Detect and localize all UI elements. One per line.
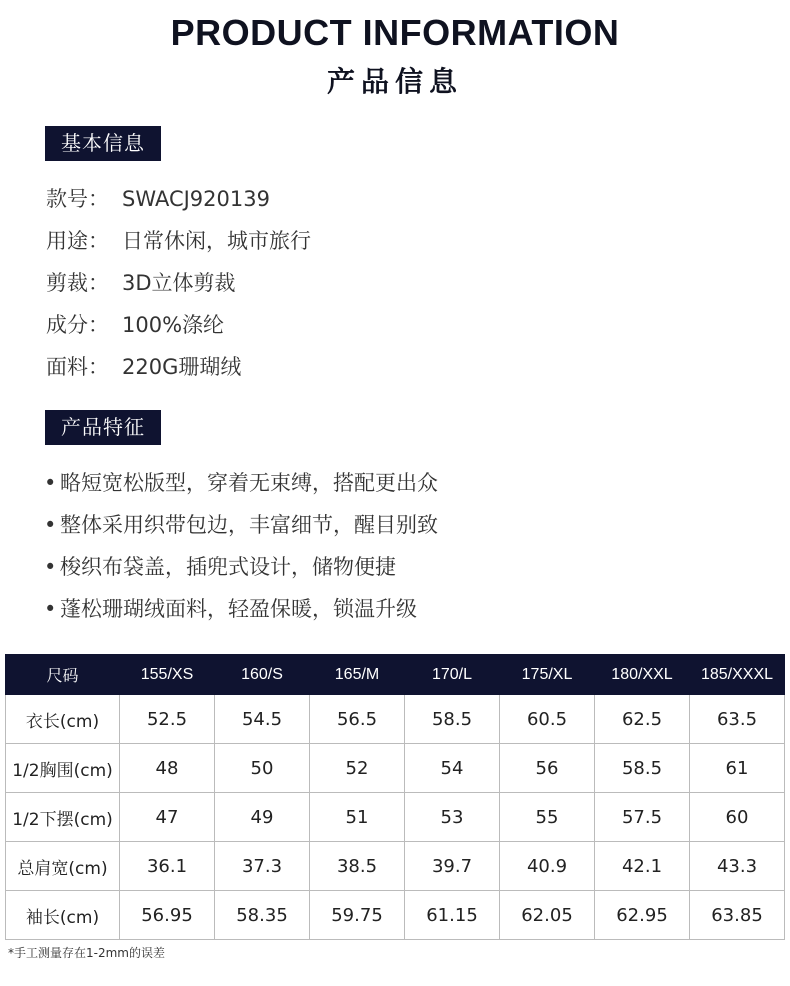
table-cell: 60 <box>690 793 785 842</box>
row-label: 1/2下摆(cm) <box>6 793 120 842</box>
table-cell: 56.95 <box>120 891 215 940</box>
table-cell: 49 <box>215 793 310 842</box>
size-header-cell: 185/XXXL <box>690 655 785 695</box>
table-cell: 47 <box>120 793 215 842</box>
info-key: 剪裁： <box>46 271 109 295</box>
info-value: 100%涤纶 <box>122 313 225 337</box>
info-key: 面料： <box>46 355 109 379</box>
size-header-cell: 155/XS <box>120 655 215 695</box>
size-header-cell: 175/XL <box>500 655 595 695</box>
size-header-cell: 170/L <box>405 655 500 695</box>
info-item-style-no <box>46 178 311 220</box>
bullet-icon: • <box>44 513 57 537</box>
table-cell: 63.85 <box>690 891 785 940</box>
table-cell: 42.1 <box>595 842 690 891</box>
table-cell: 59.75 <box>310 891 405 940</box>
table-cell: 48 <box>120 744 215 793</box>
page-title-en: PRODUCT INFORMATION <box>170 12 620 53</box>
feature-list <box>44 462 438 630</box>
table-cell: 62.95 <box>595 891 690 940</box>
table-cell: 62.05 <box>500 891 595 940</box>
table-cell: 52.5 <box>120 695 215 744</box>
row-label: 衣长(cm) <box>6 695 120 744</box>
bullet-icon: • <box>44 471 57 495</box>
info-value: SWACJ920139 <box>122 187 270 211</box>
table-cell: 63.5 <box>690 695 785 744</box>
table-cell: 38.5 <box>310 842 405 891</box>
table-cell: 51 <box>310 793 405 842</box>
table-cell: 61.15 <box>405 891 500 940</box>
table-cell: 58.5 <box>405 695 500 744</box>
row-label: 袖长(cm) <box>6 891 120 940</box>
table-row <box>6 842 785 891</box>
table-row <box>6 744 785 793</box>
table-row <box>6 695 785 744</box>
bullet-icon: • <box>44 597 57 621</box>
feature-text: 蓬松珊瑚绒面料，轻盈保暖，锁温升级 <box>60 597 417 621</box>
info-item-composition <box>46 304 311 346</box>
feature-text: 梭织布袋盖，插兜式设计，储物便捷 <box>60 555 396 579</box>
row-label: 1/2胸围(cm) <box>6 744 120 793</box>
row-label: 总肩宽(cm) <box>6 842 120 891</box>
size-header-cell: 180/XXL <box>595 655 690 695</box>
measurement-note: *手工测量存在1-2mm的误差 <box>8 946 165 960</box>
table-cell: 60.5 <box>500 695 595 744</box>
info-item-fabric <box>46 346 311 388</box>
table-cell: 61 <box>690 744 785 793</box>
table-cell: 54.5 <box>215 695 310 744</box>
table-cell: 37.3 <box>215 842 310 891</box>
info-key: 成分： <box>46 313 109 337</box>
bullet-icon: • <box>44 555 57 579</box>
info-item-cut <box>46 262 311 304</box>
feature-item <box>44 588 438 630</box>
size-header-cell: 165/M <box>310 655 405 695</box>
table-row <box>6 891 785 940</box>
table-cell: 39.7 <box>405 842 500 891</box>
table-cell: 56.5 <box>310 695 405 744</box>
table-cell: 53 <box>405 793 500 842</box>
table-cell: 50 <box>215 744 310 793</box>
basic-info-list <box>46 178 311 388</box>
feature-text: 整体采用织带包边，丰富细节，醒目别致 <box>60 513 438 537</box>
table-cell: 62.5 <box>595 695 690 744</box>
info-value: 日常休闲，城市旅行 <box>122 229 311 253</box>
feature-item <box>44 546 438 588</box>
info-item-usage <box>46 220 311 262</box>
page-title-cn: 产品信息 <box>326 65 463 98</box>
table-cell: 43.3 <box>690 842 785 891</box>
table-cell: 54 <box>405 744 500 793</box>
size-table-header-row <box>6 655 785 695</box>
info-value: 220G珊瑚绒 <box>122 355 242 379</box>
table-cell: 57.5 <box>595 793 690 842</box>
table-row <box>6 793 785 842</box>
size-header-cell: 尺码 <box>6 655 120 695</box>
table-cell: 40.9 <box>500 842 595 891</box>
table-cell: 56 <box>500 744 595 793</box>
section-tag-basic-info: 基本信息 <box>45 126 161 161</box>
info-key: 用途： <box>46 229 109 253</box>
feature-item <box>44 462 438 504</box>
table-cell: 36.1 <box>120 842 215 891</box>
section-tag-features: 产品特征 <box>45 410 161 445</box>
feature-item <box>44 504 438 546</box>
feature-text: 略短宽松版型，穿着无束缚，搭配更出众 <box>60 471 438 495</box>
size-table <box>5 654 785 940</box>
info-value: 3D立体剪裁 <box>122 271 236 295</box>
size-header-cell: 160/S <box>215 655 310 695</box>
table-cell: 58.5 <box>595 744 690 793</box>
table-cell: 52 <box>310 744 405 793</box>
table-cell: 58.35 <box>215 891 310 940</box>
info-key: 款号： <box>46 187 109 211</box>
table-cell: 55 <box>500 793 595 842</box>
